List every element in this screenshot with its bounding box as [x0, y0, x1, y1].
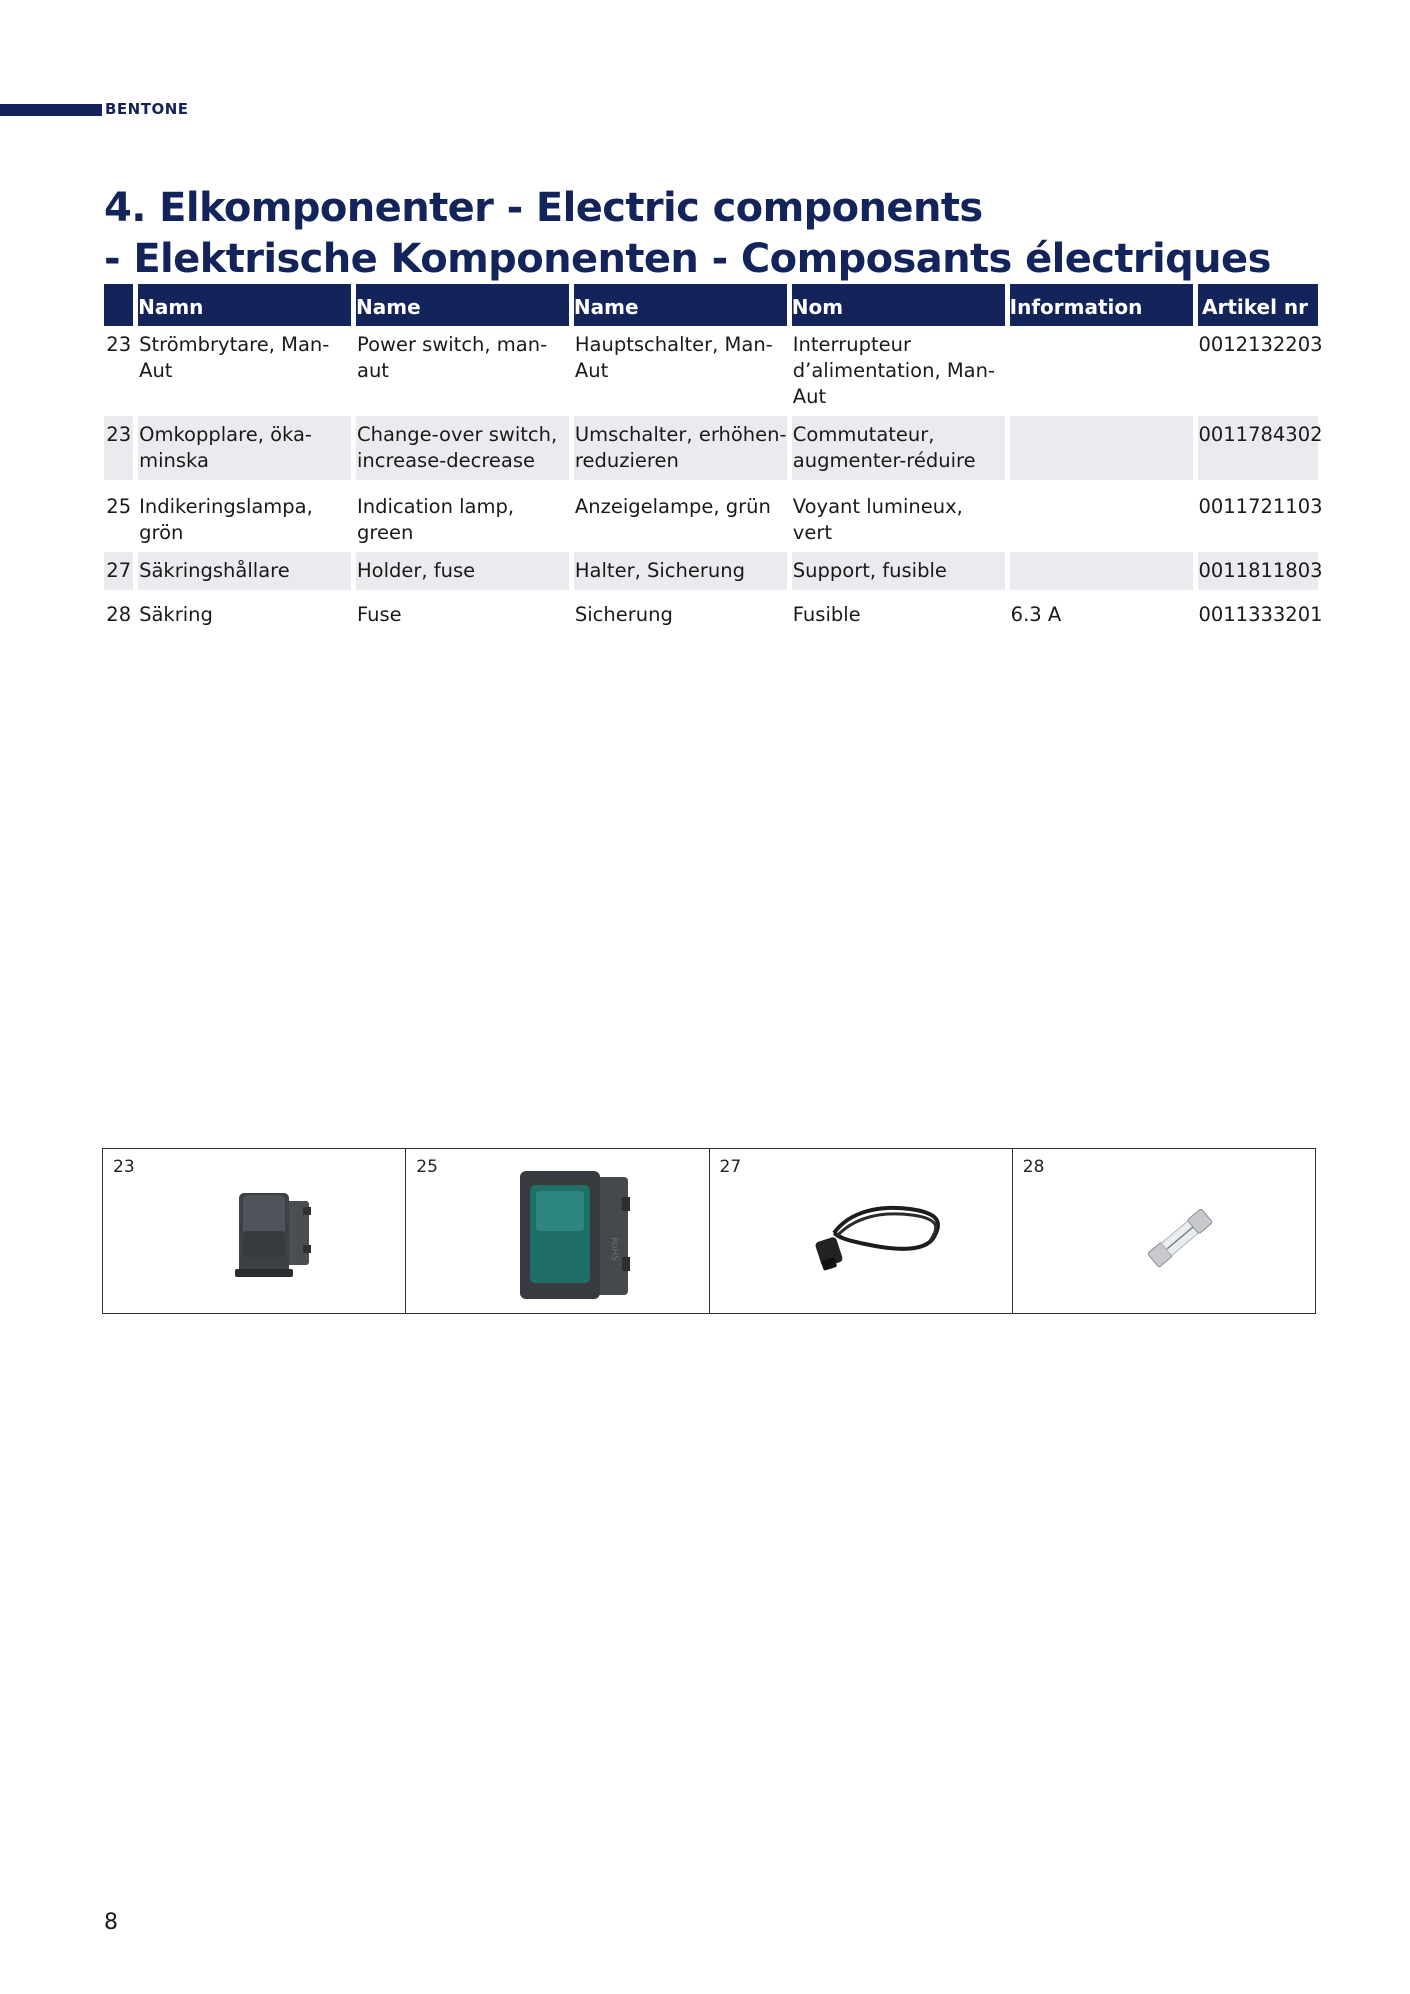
row-position: 28	[106, 603, 132, 626]
row-name-sv: Säkringshållare	[138, 552, 351, 590]
row-name-fr: Fusible	[792, 603, 861, 626]
row-position: 25	[106, 495, 132, 518]
row-name-de: Umschalter, erhöhen-reduzieren	[574, 416, 787, 480]
gallery-cell	[710, 1149, 1013, 1313]
row-name-fr: Support, fusible	[792, 552, 1005, 590]
page-number: 8	[104, 1910, 118, 1935]
row-information	[1010, 326, 1194, 416]
row-article-number: 0011333201	[1198, 603, 1323, 626]
row-name-de: Anzeigelampe, grün	[574, 495, 771, 518]
row-name-de: Sicherung	[574, 603, 673, 626]
svg-text:RoHS: RoHS	[609, 1237, 620, 1261]
gallery-cell-label: 28	[1022, 1157, 1045, 1177]
glass-fuse-icon	[1135, 1193, 1225, 1283]
table-row	[104, 590, 1318, 634]
row-name-fr: Commutateur, augmenter-réduire	[792, 416, 1005, 480]
gallery-cell-label: 25	[416, 1157, 438, 1177]
table-row	[104, 326, 1318, 416]
parts-table	[99, 284, 1323, 634]
header-nom: Nom	[792, 284, 1005, 326]
indicator-lamp-icon	[514, 1167, 634, 1305]
row-position: 27	[104, 552, 133, 590]
row-name-fr: Interrupteur d’alimentation, Man-Aut	[792, 333, 996, 408]
row-position: 23	[104, 416, 133, 480]
row-name-sv: Indikeringslampa, grön	[139, 495, 313, 544]
row-name-de: Hauptschalter, Man-Aut	[574, 333, 773, 382]
header-name-en: Name	[356, 284, 569, 326]
table-row	[104, 552, 1318, 590]
table-row	[104, 480, 1318, 552]
page-title-line-2: - Elektrische Komponenten - Composants électriques	[104, 236, 1271, 282]
gallery-cell	[406, 1149, 709, 1313]
header-information: Information	[1010, 284, 1194, 326]
rocker-switch-icon	[233, 1187, 323, 1283]
row-article-number: 0011811803	[1198, 552, 1318, 590]
row-name-en: Change-over switch, increase-decrease	[356, 416, 569, 480]
gallery-cell-label: 23	[113, 1157, 135, 1177]
header-article-number: Artikel nr	[1198, 284, 1318, 326]
row-information	[1010, 552, 1194, 590]
component-image-gallery	[102, 1148, 1316, 1314]
row-name-en: Power switch, man-aut	[357, 333, 548, 382]
row-name-sv: Säkring	[139, 603, 213, 626]
gallery-cell-label: 27	[719, 1157, 742, 1177]
row-position: 23	[106, 333, 132, 356]
row-name-de: Halter, Sicherung	[574, 552, 787, 590]
row-information: 6.3 A	[1010, 603, 1062, 626]
row-article-number: 0011721103	[1198, 495, 1323, 518]
row-name-fr: Voyant lumineux, vert	[792, 495, 963, 544]
brand-bar	[0, 104, 102, 116]
page-title-line-1: 4. Elkomponenter - Electric components	[104, 185, 983, 231]
brand-name: BENTONE	[105, 100, 189, 118]
row-name-en: Indication lamp, green	[357, 495, 515, 544]
row-article-number: 0011784302	[1198, 416, 1318, 480]
row-article-number: 0012132203	[1198, 333, 1323, 356]
row-name-en: Holder, fuse	[356, 552, 569, 590]
row-information	[1010, 480, 1194, 552]
gallery-cell	[1013, 1149, 1315, 1313]
row-name-sv: Strömbrytare, Man-Aut	[139, 333, 330, 382]
page-title	[104, 183, 1271, 285]
header-namn: Namn	[138, 284, 351, 326]
header-position	[104, 284, 133, 326]
row-name-en: Fuse	[357, 603, 402, 626]
row-name-sv: Omkopplare, öka-minska	[138, 416, 351, 480]
table-header-row	[104, 284, 1318, 326]
row-information	[1010, 416, 1194, 480]
table-row	[104, 416, 1318, 480]
gallery-cell	[103, 1149, 406, 1313]
fuse-holder-icon	[810, 1193, 946, 1277]
header-name-de: Name	[574, 284, 787, 326]
